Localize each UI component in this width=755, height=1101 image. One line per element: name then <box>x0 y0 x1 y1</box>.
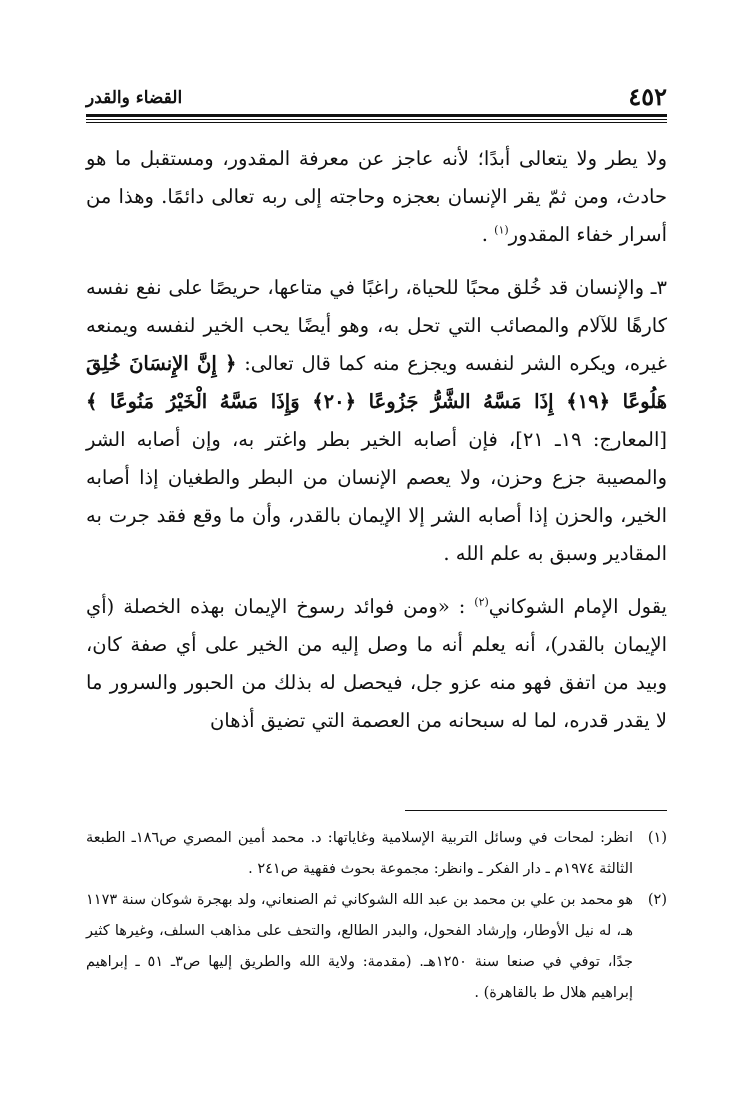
page-header <box>86 82 667 112</box>
paragraph-1-end: . <box>481 223 495 246</box>
header-rule-thin-1 <box>86 119 667 120</box>
footnote-ref-2: (٢) <box>474 595 489 609</box>
footnote-ref-1: (١) <box>494 223 509 237</box>
paragraph-3 <box>86 588 667 740</box>
header-rule-thick <box>86 114 667 117</box>
footnote-1-number: (١) <box>647 830 667 846</box>
paragraph-1 <box>86 140 667 254</box>
paragraph-3-text-a: يقول الإمام الشوكاني <box>488 595 667 618</box>
header-rule-thin-2 <box>86 122 667 123</box>
paragraph-3-text-b: : «ومن فوائد رسوخ الإيمان بهذه الخصلة (أي الإيمان بالقدر)، أنه يعلم أنه ما وصل إليه من الخير على أي صفة كان، وبيد من اتفق فهو منه عزو جل، فيحصل له بذلك من الحبور والسرور ما لا يقدر قدره، لما له سبحانه من العصمة التي تضيق أذهان <box>86 595 667 732</box>
footnote-1 <box>86 823 667 885</box>
footnote-2-text: هو محمد بن علي بن محمد بن عبد الله الشوكاني ثم الصنعاني، ولد بهجرة شوكان سنة ١١٧٣ هـ، له نيل الأوطار، وإرشاد الفحول، والبدر الطالع، والتحف على مذاهب السلف، وغيرها كثير جدًا، توفي في صنعا سنة ١٢٥٠هـ. (مقدمة: ولاية الله والطريق إليها ص٣ـ ٥١ ـ إبراهيم إبراهيم هلال ط بالقاهرة) . <box>86 892 634 1001</box>
paragraph-1-text: ولا يطر ولا يتعالى أبدًا؛ لأنه عاجز عن معرفة المقدور، ومستقبل ما هو حادث، ومن ثمّ يقر الإنسان بعجزه وحاجته إلى ربه تعالى دائمًا. وهذا من أسرار خفاء المقدور <box>86 147 667 246</box>
footnote-2-number: (٢) <box>647 892 667 908</box>
paragraph-2-text-a: ٣ـ والإنسان قد خُلق محبًا للحياة، راغبًا في متاعها، حريصًا على نفع نفسه كارهًا للآلام والمصائب التي تحل به، وهو أيضًا يحب الخير لنفسه ويمنعه غيره، ويكره الشر لنفسه ويجزع منه كما قال تعالى: <box>86 276 667 375</box>
footnote-separator <box>405 810 667 811</box>
paragraph-2 <box>86 269 667 573</box>
footnote-2 <box>86 885 667 1009</box>
main-text <box>86 140 667 755</box>
running-title: القضاء والقدر <box>86 88 183 108</box>
footnote-1-text: انظر: لمحات في وسائل التربية الإسلامية وغاياتها: د. محمد أمين المصري ص١٨٦ـ الطبعة الثالثة ١٩٧٤م ـ دار الفكر ـ وانظر: مجموعة بحوث فقهية ص٢٤١ . <box>86 830 633 877</box>
paragraph-2-text-b: [المعارج: ١٩ـ ٢١]، فإن أصابه الخير بطر واغتر به، وإن أصابه الشر والمصيبة جزع وحزن، ولا يعصم الإنسان من البطر والطغيان إذا أصابه الخير، والحزن إذا أصابه الشر إلا الإيمان بالقدر، وأن ما وقع فقد جرت به المقادير وسبق به علم الله . <box>86 428 667 565</box>
quran-verse: ﴿ إِنَّ الإِنسَانَ خُلِقَ هَلُوعًا ﴿١٩﴾ إِذَا مَسَّهُ الشَّرُّ جَزُوعًا ﴿٢٠﴾ وَإِذَا مَسَّهُ الْخَيْرُ مَنُوعًا ﴾ <box>86 352 667 413</box>
page-number: ٤٥٢ <box>628 82 667 111</box>
footnotes <box>86 823 667 1009</box>
